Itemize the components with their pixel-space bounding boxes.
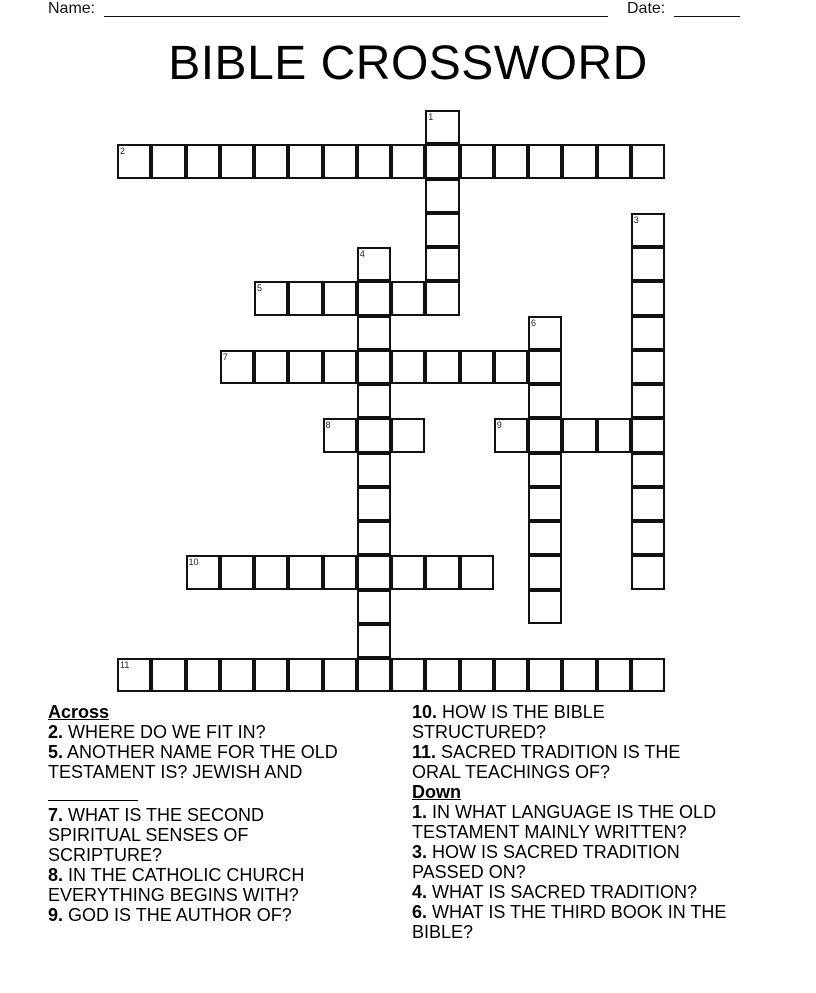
- grid-cell[interactable]: [631, 487, 665, 521]
- clue-number: 11: [120, 660, 130, 670]
- grid-cell[interactable]: [323, 418, 357, 452]
- grid-cell[interactable]: [460, 555, 494, 589]
- clue-number: 6: [531, 317, 537, 328]
- grid-cell[interactable]: [425, 350, 459, 384]
- grid-cell[interactable]: [357, 316, 391, 350]
- grid-cell[interactable]: [494, 350, 528, 384]
- grid-cell[interactable]: [357, 350, 391, 384]
- grid-cell[interactable]: [288, 281, 322, 315]
- grid-cell[interactable]: [631, 350, 665, 384]
- grid-cell[interactable]: [425, 144, 459, 178]
- grid-cell[interactable]: [288, 350, 322, 384]
- grid-cell[interactable]: [357, 144, 391, 178]
- clue-across-9: 9. GOD IS THE AUTHOR OF?: [48, 905, 292, 925]
- answer-blank: [48, 782, 138, 801]
- grid-cell[interactable]: [254, 555, 288, 589]
- grid-cell[interactable]: [117, 658, 151, 692]
- clue-number: 4: [359, 249, 365, 259]
- clue-number: 5: [257, 283, 263, 294]
- clues-left-column: [48, 702, 388, 925]
- grid-cell[interactable]: [425, 281, 459, 315]
- grid-cell[interactable]: [254, 144, 288, 178]
- grid-cell[interactable]: [494, 418, 528, 452]
- date-field-line[interactable]: [674, 16, 740, 17]
- grid-cell[interactable]: [391, 555, 425, 589]
- clue-number: 10: [188, 557, 199, 568]
- grid-cell[interactable]: [357, 281, 391, 315]
- grid-cell[interactable]: [288, 555, 322, 589]
- grid-cell[interactable]: [220, 350, 254, 384]
- grid-cell[interactable]: [323, 144, 357, 178]
- grid-cell[interactable]: [494, 144, 528, 178]
- grid-cell[interactable]: [288, 658, 322, 692]
- across-heading: Across: [48, 702, 110, 722]
- grid-cell[interactable]: [460, 144, 494, 178]
- grid-cell[interactable]: [391, 281, 425, 315]
- grid-cell[interactable]: [254, 658, 288, 692]
- grid-cell[interactable]: [391, 658, 425, 692]
- grid-cell[interactable]: [631, 316, 665, 350]
- grid-cell[interactable]: [357, 521, 391, 555]
- grid-cell[interactable]: [528, 350, 562, 384]
- clue-number: 8: [325, 420, 331, 431]
- clue-down-1: 1. IN WHAT LANGUAGE IS THE OLD TESTAMENT MAINLY WRITTEN?: [412, 802, 717, 842]
- grid-cell[interactable]: [151, 144, 185, 178]
- grid-cell[interactable]: [631, 521, 665, 555]
- grid-cell[interactable]: [151, 658, 185, 692]
- grid-cell[interactable]: [391, 418, 425, 452]
- grid-cell[interactable]: [597, 144, 631, 178]
- clue-across-10: 10. HOW IS THE BIBLE STRUCTURED?: [412, 702, 605, 742]
- clue-down-4: 4. WHAT IS SACRED TRADITION?: [412, 882, 698, 902]
- grid-cell[interactable]: [597, 418, 631, 452]
- grid-cell[interactable]: [528, 384, 562, 418]
- grid-cell[interactable]: [357, 384, 391, 418]
- grid-cell[interactable]: [357, 555, 391, 589]
- clue-number: 9: [496, 420, 502, 431]
- grid-cell[interactable]: [391, 350, 425, 384]
- grid-cell[interactable]: [425, 110, 459, 144]
- clues-right-column: [412, 702, 782, 942]
- grid-cell[interactable]: [323, 350, 357, 384]
- grid-cell[interactable]: [186, 144, 220, 178]
- grid-cell[interactable]: [631, 213, 665, 247]
- grid-cell[interactable]: [220, 658, 254, 692]
- grid-cell[interactable]: [323, 658, 357, 692]
- grid-cell[interactable]: [528, 487, 562, 521]
- grid-cell[interactable]: [631, 144, 665, 178]
- grid-cell[interactable]: [323, 555, 357, 589]
- clue-down-6: 6. WHAT IS THE THIRD BOOK IN THE BIBLE?: [412, 902, 727, 942]
- grid-cell[interactable]: [254, 281, 288, 315]
- grid-cell[interactable]: [357, 418, 391, 452]
- grid-cell[interactable]: [528, 453, 562, 487]
- grid-cell[interactable]: [391, 144, 425, 178]
- grid-cell[interactable]: [528, 555, 562, 589]
- grid-cell[interactable]: [562, 658, 596, 692]
- grid-cell[interactable]: [494, 658, 528, 692]
- clue-number: 1: [428, 112, 434, 122]
- clue-across-5: 5. ANOTHER NAME FOR THE OLD TESTAMENT IS? JEWISH AND: [48, 742, 378, 805]
- grid-cell[interactable]: [425, 247, 459, 281]
- grid-cell[interactable]: [357, 487, 391, 521]
- grid-cell[interactable]: [425, 213, 459, 247]
- grid-cell[interactable]: [117, 144, 151, 178]
- grid-cell[interactable]: [631, 418, 665, 452]
- grid-cell[interactable]: [528, 658, 562, 692]
- grid-cell[interactable]: [357, 590, 391, 624]
- grid-cell[interactable]: [357, 658, 391, 692]
- grid-cell[interactable]: [528, 418, 562, 452]
- grid-cell[interactable]: [254, 350, 288, 384]
- date-label: Date:: [627, 0, 666, 17]
- grid-cell[interactable]: [425, 179, 459, 213]
- clue-across-8: 8. IN THE CATHOLIC CHURCH EVERYTHING BEGINS WITH?: [48, 865, 305, 905]
- grid-cell[interactable]: [631, 555, 665, 589]
- grid-cell[interactable]: [631, 658, 665, 692]
- grid-cell[interactable]: [460, 658, 494, 692]
- grid-cell[interactable]: [528, 521, 562, 555]
- grid-cell[interactable]: [528, 144, 562, 178]
- grid-cell[interactable]: [631, 247, 665, 281]
- grid-cell[interactable]: [220, 555, 254, 589]
- clue-across-2: 2. WHERE DO WE FIT IN?: [48, 722, 266, 742]
- grid-cell[interactable]: [528, 590, 562, 624]
- name-label: Name:: [48, 0, 96, 17]
- clue-across-11: 11. SACRED TRADITION IS THE ORAL TEACHINGS OF?: [412, 742, 681, 782]
- grid-cell[interactable]: [597, 658, 631, 692]
- page-title: BIBLE CROSSWORD: [168, 37, 648, 90]
- grid-cell[interactable]: [357, 453, 391, 487]
- down-heading: Down: [412, 782, 461, 802]
- grid-cell[interactable]: [425, 555, 459, 589]
- clue-number: 3: [633, 214, 639, 225]
- grid-cell[interactable]: [186, 658, 220, 692]
- grid-cell[interactable]: [460, 350, 494, 384]
- grid-cell[interactable]: [528, 316, 562, 350]
- grid-cell[interactable]: [562, 144, 596, 178]
- grid-cell[interactable]: [425, 658, 459, 692]
- grid-cell[interactable]: [186, 555, 220, 589]
- grid-cell[interactable]: [631, 453, 665, 487]
- clue-down-3: 3. HOW IS SACRED TRADITION PASSED ON?: [412, 842, 680, 882]
- grid-cell[interactable]: [631, 281, 665, 315]
- clue-number: 2: [120, 146, 126, 157]
- grid-cell[interactable]: [357, 247, 391, 281]
- grid-cell[interactable]: [323, 281, 357, 315]
- grid-cell[interactable]: [357, 624, 391, 658]
- name-field-line[interactable]: [104, 16, 608, 17]
- grid-cell[interactable]: [220, 144, 254, 178]
- grid-cell[interactable]: [562, 418, 596, 452]
- crossword-grid: [117, 110, 666, 692]
- grid-cell[interactable]: [288, 144, 322, 178]
- clue-number: 7: [222, 351, 228, 362]
- grid-cell[interactable]: [631, 384, 665, 418]
- clue-across-7: 7. WHAT IS THE SECOND SPIRITUAL SENSES OF SCRIPTURE?: [48, 805, 265, 865]
